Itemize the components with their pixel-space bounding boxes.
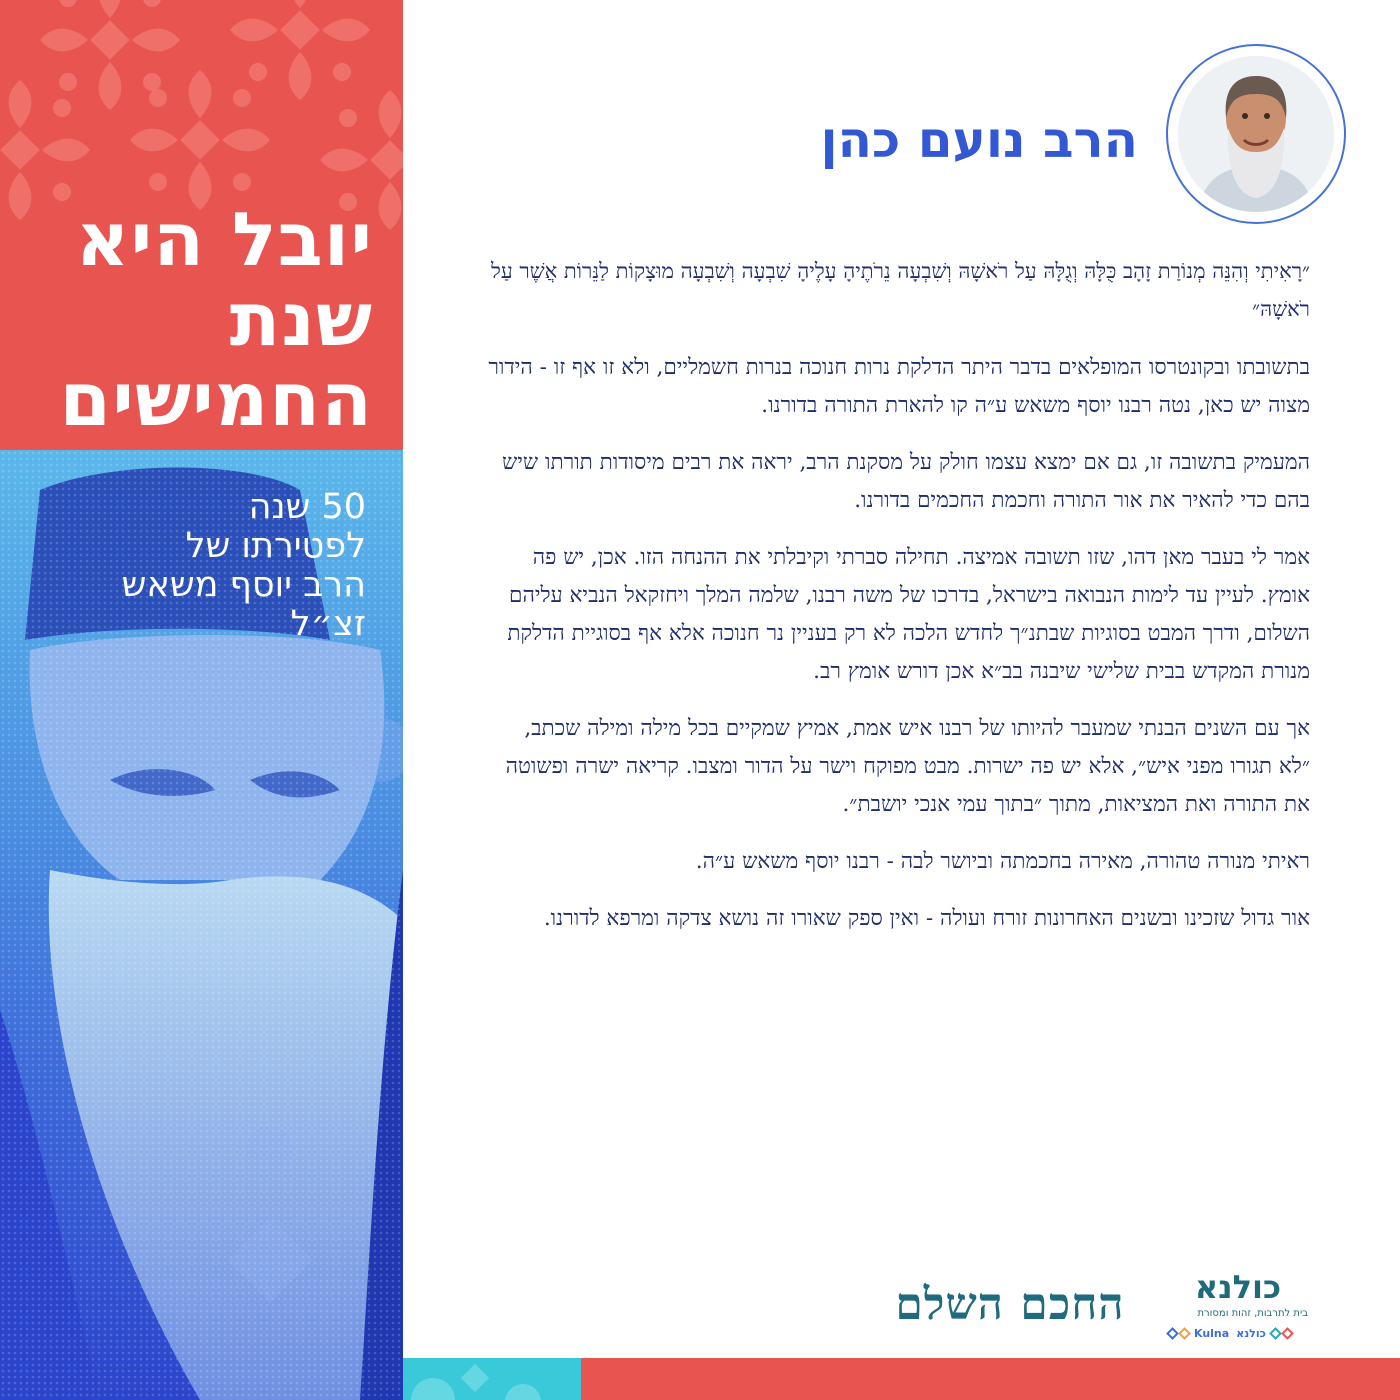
author-avatar xyxy=(1178,56,1334,212)
kulna-brand-en: Kulna xyxy=(1194,1326,1230,1340)
author-name: הרב נועם כהן xyxy=(820,111,1138,169)
left-panel xyxy=(0,0,403,1400)
article-body xyxy=(488,252,1310,957)
diamond-icon xyxy=(1281,1327,1294,1340)
strip-ornament xyxy=(403,1358,581,1400)
opening-quote: ״רָאִיתִי וְהִנֵּה מְנוֹרַת זָהָב כֻּלָּהּ וְגֻלָּהּ עַל רֹאשָׁהּ וְשִׁבְעָה נֵרֹתֶיהָ עָלֶיהָ שִׁבְעָה וְשִׁבְעָה מוּצָקוֹת לַנֵּרוֹת אֲשֶׁר עַל רֹאשָׁהּ״ xyxy=(491,259,1310,321)
main-title-line-3: החמישים xyxy=(59,357,373,443)
diamond-icon xyxy=(1178,1327,1191,1340)
kulna-brand-he: כולנא xyxy=(1236,1326,1266,1340)
bottom-strip-red xyxy=(581,1358,1400,1400)
kulna-tagline: בית לתרבות, זהות ומסורת xyxy=(1197,1308,1308,1319)
subtitle-line-3: הרב יוסף משאש xyxy=(121,565,366,605)
subtitle-line-2: לפטירתו של xyxy=(185,526,366,566)
paragraph-3: אמר לי בעבר מאן דהו, שזו תשובה אמיצה. תחילה סברתי וקיבלתי את ההנחה הזו. אכן, יש פה אומץ. לעיין עד לימות הנבואה בישראל, בדרכו של משה רבנו, שלמה המלך ויחזקאל הנביא עליהם השלום, ודרך המבט בסוגיות שבתנ״ך לחדש הלכה לא רק בעניין נר חנוכה אלא אף בסוגיית הדלקת מנורת המקדש בבית שלישי שיבנה בב״א אכן דורש אומץ רב. xyxy=(507,545,1310,684)
main-title-line-1: יובל היא xyxy=(75,197,373,283)
subtitle-line-4: זצ״ל xyxy=(290,604,366,644)
main-title xyxy=(13,197,373,443)
subtitle-line-1: 50 שנה xyxy=(248,487,366,527)
paragraph-1: בתשובתו ובקונטרסו המופלאים בדבר היתר הדלקת נרות חנוכה בנרות חשמליים, ולא זו אף זו - הידור מצוה יש כאן, נטה רבנו יוסף משאש ע״ה קו להארת התורה בדורנו. xyxy=(488,355,1310,418)
main-title-line-2: שנת xyxy=(229,277,373,363)
paragraph-4: אך עם השנים הבנתי שמעבר להיותו של רבנו איש אמת, אמיץ שמקיים בכל מילה ומילה שכתב, ״לא תגורו מפני איש״, אלא יש פה ישרות. מבט מפוקח וישר על הדור ומצבו. קריאה ישרה ופשוטה את התורה ואת המציאות, מתוך ״בתוך עמי אנכי יושבת״. xyxy=(505,716,1310,817)
paragraph-6: אור גדול שזכינו ובשנים האחרונות זורח ועולה - ואין ספק שאורו זה נושא צדקה ומרפא לדורנו. xyxy=(543,906,1310,931)
anniversary-subtitle xyxy=(36,488,366,644)
bottom-strip-teal xyxy=(403,1358,581,1400)
kulna-brand-row xyxy=(1168,1324,1308,1342)
kulna-logo xyxy=(1168,1268,1308,1344)
hacham-hashalem-logo: החכם השלם xyxy=(895,1279,1125,1330)
paragraph-2: המעמיק בתשובה זו, גם אם ימצא עצמו חולק על מסקנת הרב, יראה את רבים מיסודות תורתו שיש בהם כדי להאיר את אור התורה וחכמת החכמים בדורנו. xyxy=(502,450,1310,513)
kulna-logo-word: כולנא xyxy=(1194,1268,1282,1306)
title-panel xyxy=(0,0,403,450)
author-photo-icon xyxy=(1178,56,1334,212)
paragraph-5: ראיתי מנורה טהורה, מאירה בחכמתה וביושר לבה - רבנו יוסף משאש ע״ה. xyxy=(695,849,1310,874)
